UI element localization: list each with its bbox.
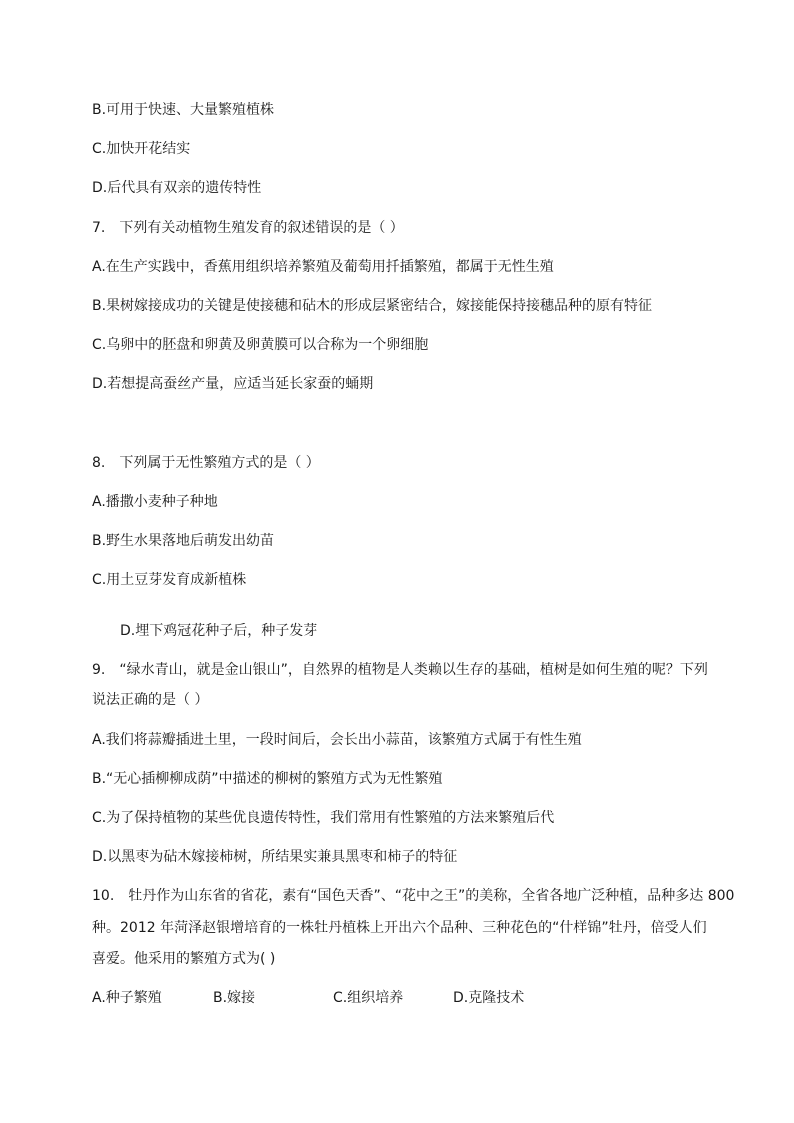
question-8-option-a: A.播撒小麦种子种地 (92, 494, 218, 510)
question-7 (92, 218, 404, 238)
question-7-option-a: A.在生产实践中，香蕉用组织培养繁殖及葡萄用扦插繁殖，都属于无性生殖 (92, 259, 554, 275)
question-7-option-d: D.若想提高蚕丝产量，应适当延长家蚕的蛹期 (92, 376, 374, 392)
question-10-option-c: C.组织培养 (333, 990, 404, 1006)
question-7-option-b: B.果树嫁接成功的关键是使接穗和砧木的形成层紧密结合，嫁接能保持接穗品种的原有特征 (92, 298, 653, 314)
question-8-option-d: D.埋下鸡冠花种子后，种子发芽 (120, 623, 318, 639)
question-10-text-line1: 牡丹作为山东省的省花，素有“国色天香”、“花中之王”的美称，全省各地广泛种植，品种多达 800 (128, 888, 735, 904)
question-9-option-b: B.“无心插柳柳成荫”中描述的柳树的繁殖方式为无性繁殖 (92, 771, 443, 787)
question-7-text: 下列有关动植物生殖发育的叙述错误的是（ ） (119, 220, 404, 236)
question-7-option-c: C.乌卵中的胚盘和卵黄及卵黄膜可以合称为一个卵细胞 (92, 337, 429, 353)
question-10-text-line2: 种。2012 年菏泽赵银增培育的一株牡丹植株上开出六个品种、三种花色的“什样锦”牡丹，倍受人们 (92, 920, 707, 936)
option-d-prev: D.后代具有双亲的遗传特性 (92, 180, 262, 196)
question-7-number: 7. (92, 220, 106, 236)
question-9-text-line1: “绿水青山，就是金山银山”，自然界的植物是人类赖以生存的基础，植树是如何生殖的呢？下列 (119, 662, 708, 678)
question-9 (92, 660, 708, 680)
question-10 (92, 886, 734, 906)
question-9-option-c: C.为了保持植物的某些优良遗传特性，我们常用有性繁殖的方法来繁殖后代 (92, 810, 555, 826)
question-9-option-d: D.以黑枣为砧木嫁接柿树，所结果实兼具黑枣和柿子的特征 (92, 849, 458, 865)
question-9-text-line2: 说法正确的是（ ） (92, 692, 209, 708)
question-8 (92, 453, 320, 473)
question-10-options (92, 988, 692, 1008)
question-9-option-a: A.我们将蒜瓣插进土里，一段时间后，会长出小蒜苗，该繁殖方式属于有性生殖 (92, 732, 582, 748)
question-10-option-d: D.克隆技术 (453, 990, 525, 1006)
option-b-prev: B.可用于快速、大量繁殖植株 (92, 102, 275, 118)
question-10-option-a: A.种子繁殖 (92, 990, 162, 1006)
question-8-text: 下列属于无性繁殖方式的是（ ） (119, 455, 320, 471)
question-8-option-b: B.野生水果落地后萌发出幼苗 (92, 533, 275, 549)
question-10-number: 10. (92, 888, 115, 904)
option-c-prev: C.加快开花结实 (92, 141, 191, 157)
question-10-option-b: B.嫁接 (213, 990, 256, 1006)
question-8-option-c: C.用土豆芽发育成新植株 (92, 572, 247, 588)
question-8-number: 8. (92, 455, 106, 471)
question-10-text-line3: 喜爱。他采用的繁殖方式为( ) (92, 951, 276, 967)
question-9-number: 9. (92, 662, 106, 678)
